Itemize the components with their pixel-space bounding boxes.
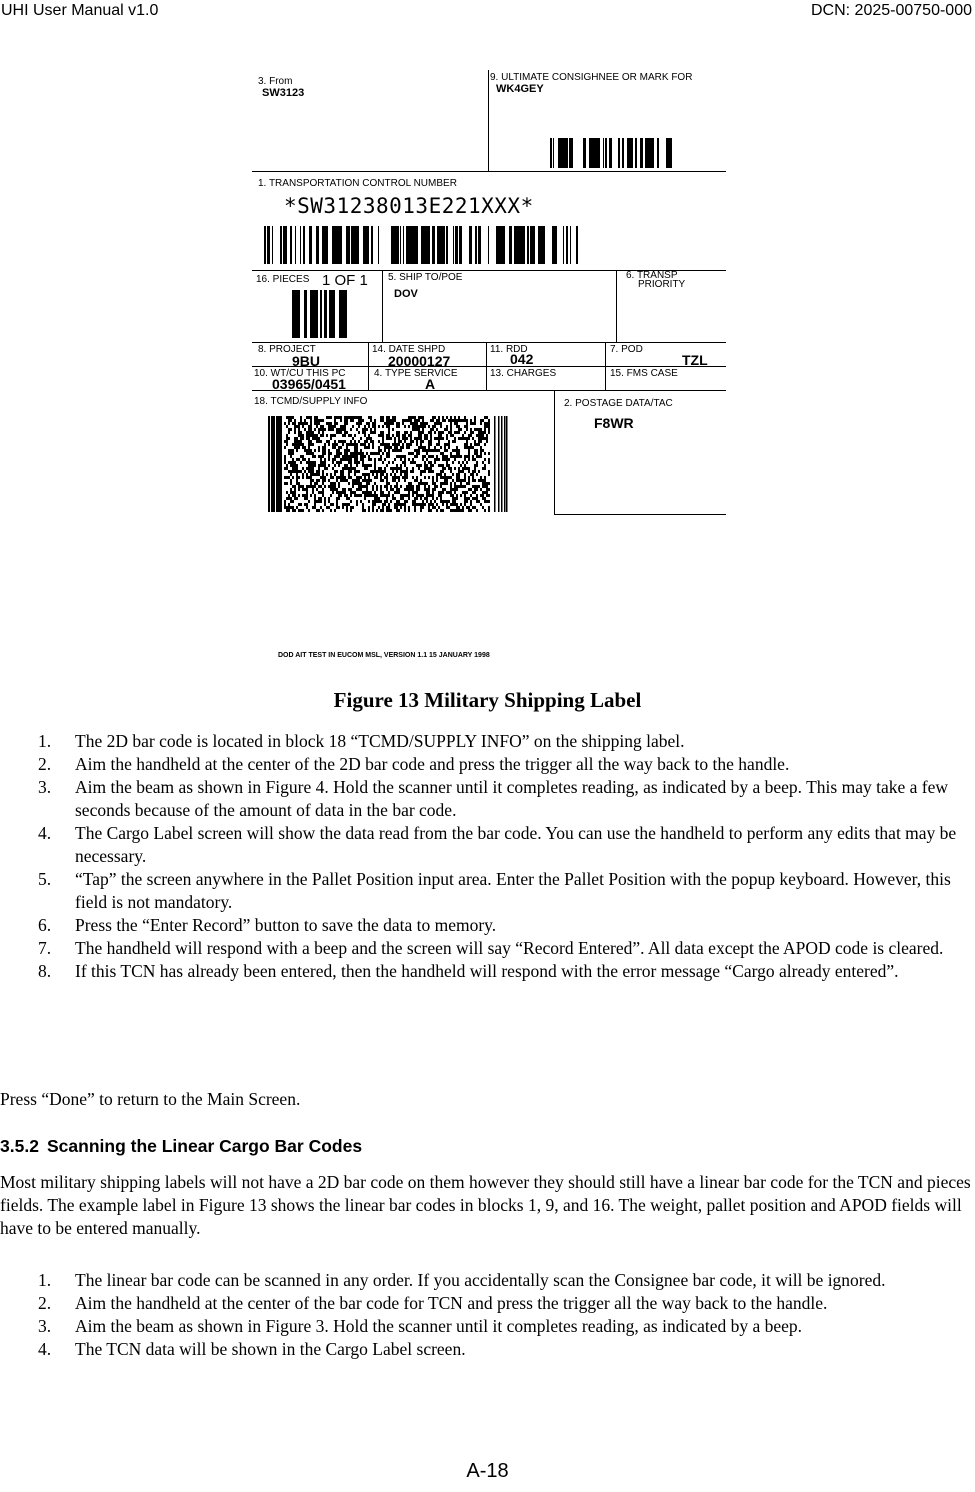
postage-value: F8WR [594,415,634,431]
list-item: 2. Aim the handheld at the center of the 2D bar code and press the trigger all the way back to the handle. [38,754,790,774]
done-instruction: Press “Done” to return to the Main Screen. [0,1089,301,1109]
rdd-value: 042 [510,351,534,367]
section-paragraph: Most military shipping labels will not have a 2D bar code on them however they should still have a linear bar code for the TCN and pieces fields. The example label in Figure 13 shows the linear bar codes in blocks 1, 9, and 16. The weight, pallet position and APOD fields will have to be entered manually. [0,1172,971,1238]
pieces-value: 1 OF 1 [322,272,368,289]
section-heading: 3.5.2 Scanning the Linear Cargo Bar Codes [0,1136,363,1156]
shipto-label: 5. SHIP TO/POE [388,272,463,283]
tcmd-label: 18. TCMD/SUPPLY INFO [254,396,368,407]
label-footer-note: DOD AIT TEST IN EUCOM MSL, VERSION 1.1 15 JANUARY 1998 [278,652,490,659]
transp-label-2: PRIORITY [638,279,686,290]
list-item: 4. The TCN data will be shown in the Cargo Label screen. [38,1339,466,1359]
list-item: 1. The 2D bar code is located in block 18 “TCMD/SUPPLY INFO” on the shipping label. [38,731,685,751]
type-value: A [425,376,436,392]
list-item: 6. Press the “Enter Record” button to save the data to memory. [38,915,497,935]
list-item: 2. Aim the handheld at the center of the bar code for TCN and press the trigger all the way back to the handle. [38,1293,828,1313]
list-item: 8. If this TCN has already been entered, then the handheld will respond with the error message “Cargo already entered”. [38,961,899,981]
consignee-label: 9. ULTIMATE CONSIGHNEE OR MARK FOR [490,72,693,83]
pod-value: TZL [682,352,708,368]
transp-label-1: 6. TRANSP [626,270,678,281]
shipping-label-figure [248,66,736,668]
wt-label: 10. WT/CU THIS PC [254,368,346,379]
pod-label: 7. POD [610,344,643,355]
header-title: UHI User Manual v1.0 [1,2,159,19]
project-value: 9BU [292,353,321,369]
page-number: A-18 [466,1460,509,1482]
tcn-value: *SW31238013E221XXX* [284,194,534,218]
postage-label: 2. POSTAGE DATA/TAC [564,398,673,409]
list-item: 3. Aim the beam as shown in Figure 4. Hold the scanner until it completes reading, as indicated by a beep. This may take a few seconds because of the amount of data in the bar code. [38,777,948,820]
pdf417-barcode [268,416,508,512]
tcn-label: 1. TRANSPORTATION CONTROL NUMBER [258,178,457,189]
scan-2d-steps [0,730,970,983]
list-item: 4. The Cargo Label screen will show the data read from the bar code. You can use the handheld to perform any edits that may be necessary. [38,823,957,866]
wt-value: 03965/0451 [272,376,346,392]
list-item: 7. The handheld will respond with a beep and the screen will say “Record Entered”. All data except the APOD code is cleared. [38,938,944,958]
header-dcn: DCN: 2025-00750-000 [811,2,972,19]
tcn-barcode [264,226,578,264]
scan-linear-steps [0,1269,975,1361]
from-value: SW3123 [262,87,305,99]
figure-caption: Figure 13 Military Shipping Label [333,688,642,712]
shipto-value: DOV [394,288,418,300]
charges-label: 13. CHARGES [490,368,557,379]
date-value: 20000127 [388,353,451,369]
fms-label: 15. FMS CASE [610,368,678,379]
list-item: 5. “Tap” the screen anywhere in the Pallet Position input area. Enter the Pallet Position with the popup keyboard. However, this field is not mandatory. [38,869,951,912]
from-label: 3. From [258,76,293,87]
type-label: 4. TYPE SERVICE [374,368,458,379]
pieces-label: 16. PIECES [256,274,310,285]
list-item: 1. The linear bar code can be scanned in any order. If you accidentally scan the Consignee bar code, it will be ignored. [38,1270,886,1290]
consignee-barcode [550,138,674,168]
list-item: 3. Aim the beam as shown in Figure 3. Hold the scanner until it completes reading, as indicated by a beep. [38,1316,803,1336]
pieces-barcode [292,290,350,338]
date-label: 14. DATE SHPD [372,344,446,355]
consignee-value: WK4GEY [496,83,544,95]
project-label: 8. PROJECT [258,344,316,355]
rdd-label: 11. RDD [490,344,528,355]
